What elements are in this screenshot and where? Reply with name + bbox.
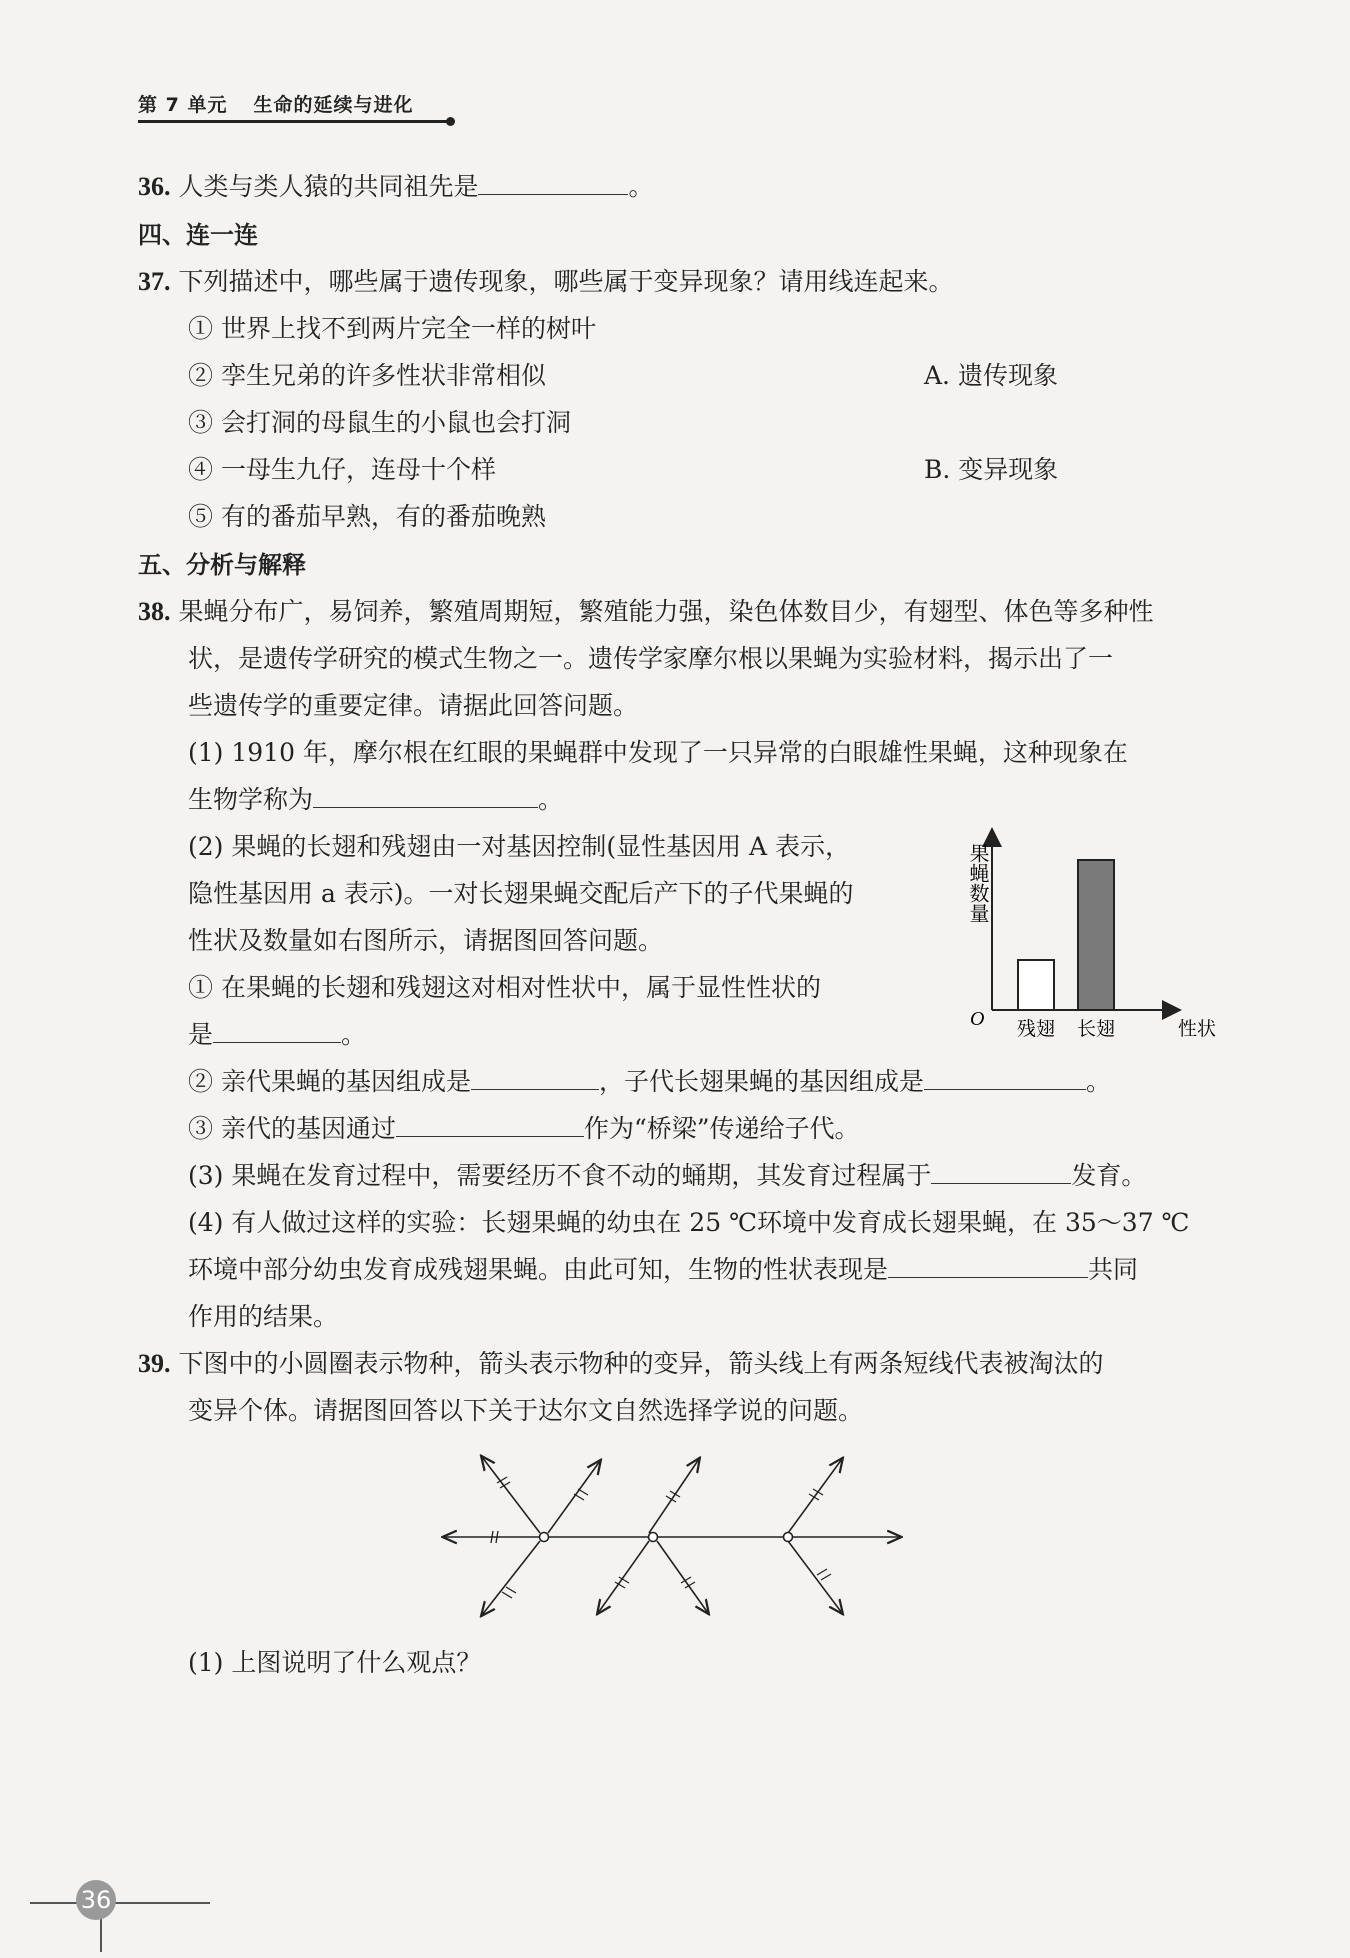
text: 共同 [1088,1255,1139,1284]
answer-blank[interactable] [478,170,628,195]
option-a: A. 遗传现象 [924,361,1058,390]
page-header [138,90,413,117]
question-number: 36. [138,172,171,201]
category-label-residual-wing: 残翅 [1016,1018,1056,1040]
part-2-line-1: (2) 果蝇的长翅和残翅由一对基因控制(显性基因用 A 表示， [188,832,851,861]
item-4: ④ 一母生九仔，连母十个样 [188,455,496,484]
x-axis-label: 性状 [1178,1018,1217,1040]
unit-label: 第 7 单元 [138,94,228,116]
punct: 。 [1085,1067,1111,1096]
question-number: 38. [138,597,171,626]
header-dot [446,117,455,126]
page-number: 36 [76,1880,116,1920]
species-circle-2 [649,1533,658,1542]
q39-sub-1: (1) 上图说明了什么观点？ [188,1648,482,1677]
species-circle-3 [784,1533,793,1542]
arrow-c1-down-left [482,1541,540,1615]
text: 是 [188,1020,214,1049]
question-number: 37. [138,267,171,296]
question-number: 39. [138,1349,171,1378]
unit-title: 生命的延续与进化 [253,94,414,116]
part-4-line-2 [188,1253,1138,1287]
question-39 [138,1347,1103,1381]
part-1-line-1: (1) 1910 年，摩尔根在红眼的果蝇群中发现了一只异常的白眼雄性果蝇，这种现象在 [188,738,1128,767]
bar-residual-wing [1018,960,1054,1010]
section-title-5: 五、分析与解释 [138,551,306,579]
item-5: ⑤ 有的番茄早熟，有的番茄晚熟 [188,502,546,531]
arrow-c3-down-right [788,1541,842,1613]
text: ② 亲代果蝇的基因组成是 [188,1067,471,1096]
sub-3 [188,1112,860,1146]
answer-blank-offspring[interactable] [924,1065,1086,1090]
intro-line-1: 果蝇分布广，易饲养，繁殖周期短，繁殖能力强，染色体数目少，有翅型、体色等多种性 [178,597,1154,626]
item-2: ② 孪生兄弟的许多性状非常相似 [188,361,546,390]
text: ，子代长翅果蝇的基因组成是 [598,1067,924,1096]
text: 作为“桥梁”传递给子代。 [583,1114,860,1143]
part-1-line-2 [188,783,563,817]
item-1: ① 世界上找不到两片完全一样的树叶 [188,314,596,343]
part-2-line-3: 性状及数量如右图所示，请据图回答问题。 [188,926,664,955]
answer-blank[interactable] [313,783,538,808]
question-text-line-2: 变异个体。请据图回答以下关于达尔文自然选择学说的问题。 [188,1396,864,1425]
arrow-c2-down-right [657,1541,708,1613]
answer-blank[interactable] [931,1159,1071,1184]
origin-label: O [970,1008,985,1030]
section-title-4: 四、连一连 [138,221,258,249]
question-text-line-1: 下图中的小圆圈表示物种，箭头表示物种的变异，箭头线上有两条短线代表被淘汰的 [178,1349,1104,1378]
sub-1-line-2 [188,1018,366,1052]
intro-line-3: 些遗传学的重要定律。请据此回答问题。 [188,691,639,720]
answer-blank-parent[interactable] [471,1065,599,1090]
answer-blank[interactable] [396,1112,584,1137]
arrow-c3-up-right [788,1459,842,1533]
intro-line-2: 状，是遗传学研究的模式生物之一。遗传学家摩尔根以果蝇为实验材料，揭示出了一 [188,644,1114,673]
species-circle-1 [540,1533,549,1542]
text: ③ 亲代的基因通过 [188,1114,396,1143]
arrow-c1-up-left [482,1457,540,1533]
category-label-long-wing: 长翅 [1076,1018,1116,1040]
natural-selection-diagram [430,1445,930,1625]
text: 发育。 [1071,1161,1147,1190]
text: (3) 果蝇在发育过程中，需要经历不食不动的蛹期，其发育过程属于 [188,1161,932,1190]
answer-blank[interactable] [213,1018,341,1043]
option-b: B. 变异现象 [924,455,1059,484]
arrow-c2-up-right [649,1459,699,1533]
punct: 。 [341,1020,367,1049]
sub-1-line-1: ① 在果蝇的长翅和残翅这对相对性状中，属于显性性状的 [188,973,821,1002]
punct: 。 [628,172,654,201]
part-4-line-3: 作用的结果。 [188,1302,339,1331]
sub-2 [188,1065,1111,1099]
wing-trait-bar-chart [950,825,1230,1050]
question-38 [138,595,1153,629]
y-axis-label: 果蝇数量 [966,843,990,923]
question-37 [138,265,953,299]
footer-rule [30,1902,210,1904]
item-3: ③ 会打洞的母鼠生的小鼠也会打洞 [188,408,571,437]
header-rule [138,120,450,123]
part-4-line-1: (4) 有人做过这样的实验：长翅果蝇的幼虫在 25 ℃环境中发育成长翅果蝇，在 35～37 ℃ [188,1208,1190,1237]
part-3 [188,1159,1146,1193]
answer-blank[interactable] [888,1253,1088,1278]
punct: 。 [538,785,564,814]
part-2-line-2: 隐性基因用 a 表示)。一对长翅果蝇交配后产下的子代果蝇的 [188,879,854,908]
question-36 [138,170,653,204]
arrow-c1-up-right [548,1461,600,1533]
question-text: 下列描述中，哪些属于遗传现象，哪些属于变异现象？请用线连起来。 [178,267,954,296]
arrow-c2-down-left [598,1541,649,1613]
bar-long-wing [1078,860,1114,1010]
text: 环境中部分幼虫发育成残翅果蝇。由此可知，生物的性状表现是 [188,1255,889,1284]
text: 生物学称为 [188,785,314,814]
question-text: 人类与类人猿的共同祖先是 [178,172,479,201]
